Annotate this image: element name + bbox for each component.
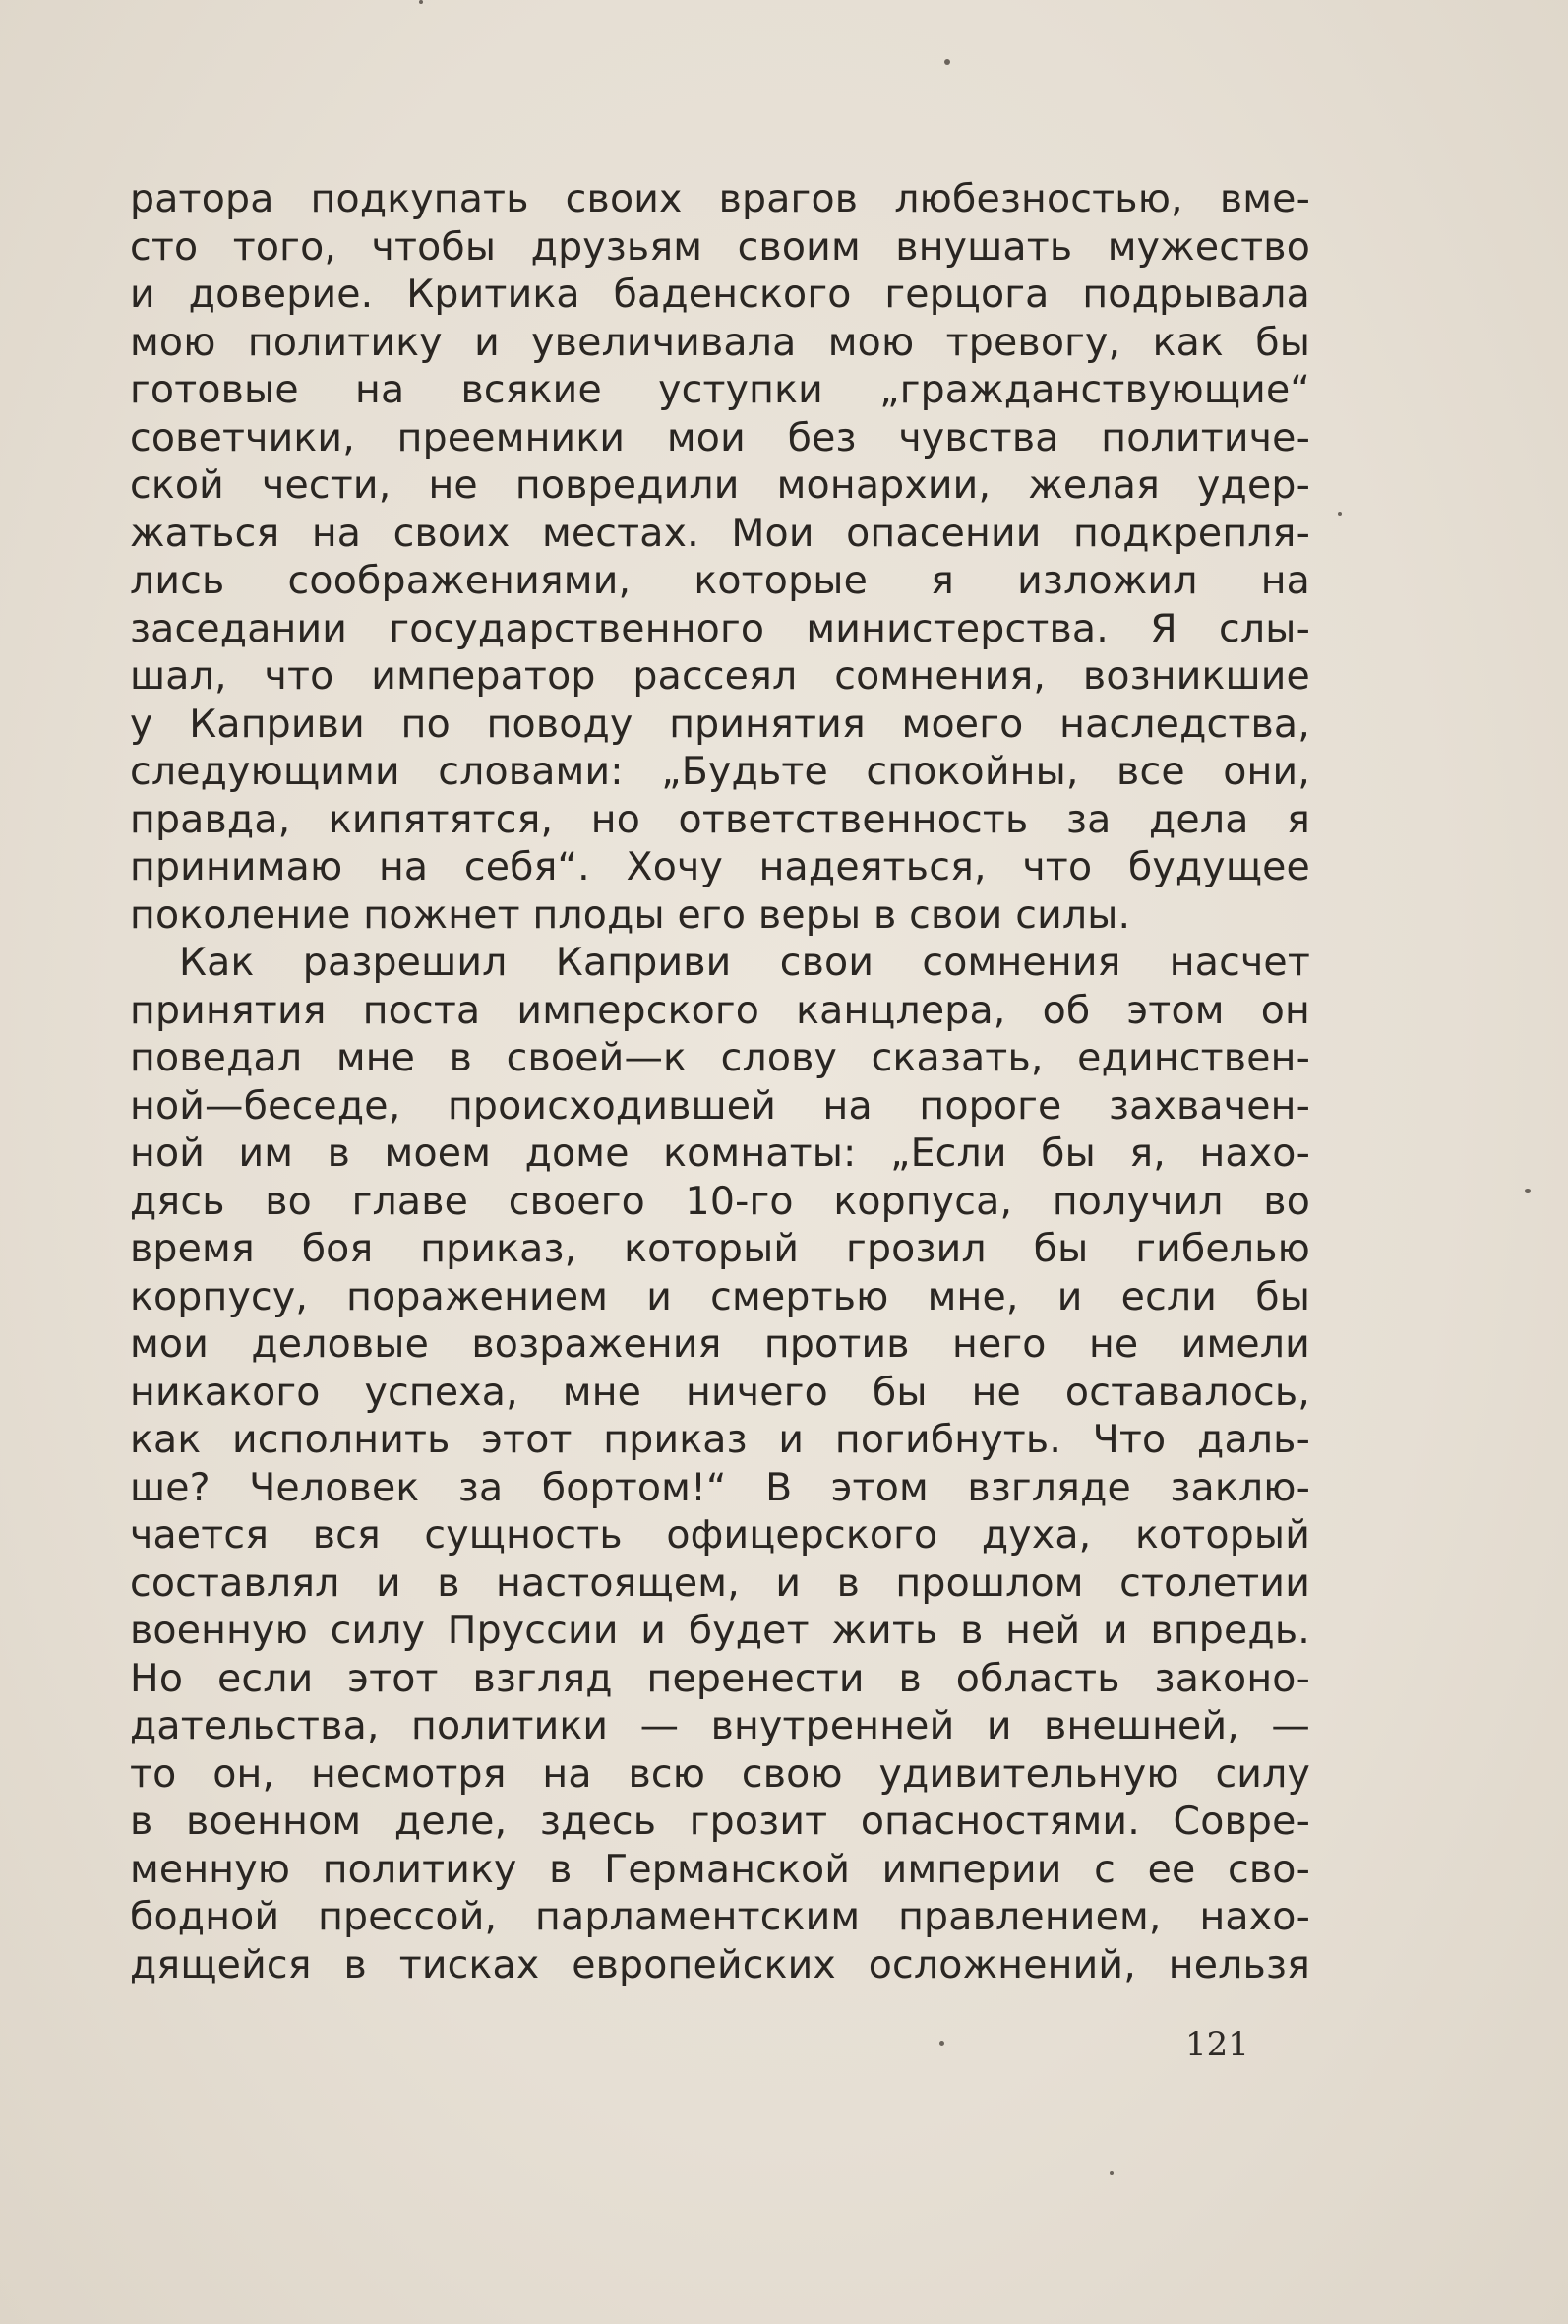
text-line: мои деловые возражения против него не имели xyxy=(130,1321,1310,1367)
text-line: дясь во главе своего 10-го корпуса, получил во xyxy=(130,1178,1310,1224)
paragraph xyxy=(130,939,1310,1988)
text-line: как исполнить этот приказ и погибнуть. Что даль- xyxy=(130,1417,1310,1462)
paragraph xyxy=(130,175,1310,939)
print-speck xyxy=(1338,512,1342,516)
text-line: мою политику и увеличивала мою тревогу, как бы xyxy=(130,319,1310,365)
page-number: 121 xyxy=(1185,2025,1249,2064)
text-line: то он, несмотря на всю свою удивительную силу xyxy=(130,1750,1310,1797)
print-speck xyxy=(1110,2171,1114,2175)
text-line: поколение пожнет плоды его веры в свои силы. xyxy=(130,891,1131,938)
text-line: в военном деле, здесь грозит опасностями. Совре- xyxy=(130,1799,1310,1844)
text-line: принятия поста имперского канцлера, об этом он xyxy=(130,987,1310,1033)
text-line: дящейся в тисках европейских осложнений, нельзя xyxy=(130,1941,1310,1988)
text-line: дательства, политики — внутренней и внешней, — xyxy=(130,1703,1310,1748)
text-line: ской чести, не повредили монархии, желая удер- xyxy=(130,462,1310,508)
text-line: военную силу Пруссии и будет жить в ней и впредь. xyxy=(130,1608,1310,1653)
text-line: принимаю на себя“. Хочу надеяться, что будущее xyxy=(130,844,1310,889)
print-speck xyxy=(939,2041,944,2046)
print-speck xyxy=(944,59,950,65)
text-line: и доверие. Критика баденского герцога подрывала xyxy=(130,272,1310,317)
text-line: ной им в моем доме комнаты: „Если бы я, нахо- xyxy=(130,1131,1310,1176)
text-line: поведал мне в своей—к слову сказать, единствен- xyxy=(130,1035,1310,1080)
text-line: следующими словами: „Будьте спокойны, все они, xyxy=(130,749,1310,794)
text-line: сто того, чтобы друзьям своим внушать мужество xyxy=(130,223,1310,270)
text-line: ратора подкупать своих врагов любезностью, вме- xyxy=(130,176,1310,221)
text-line: жаться на своих местах. Мои опасении подкрепля- xyxy=(130,510,1310,556)
text-line: правда, кипятятся, но ответственность за дела я xyxy=(130,796,1310,842)
text-line: чается вся сущность офицерского духа, который xyxy=(130,1512,1310,1558)
body-text xyxy=(130,175,1310,1988)
text-line: советчики, преемники мои без чувства политиче- xyxy=(130,414,1310,460)
text-line: Как разрешил Каприви свои сомнения насчет xyxy=(179,940,1310,985)
print-speck xyxy=(419,0,423,4)
text-line: шал, что император рассеял сомнения, возникшие xyxy=(130,653,1310,699)
text-line: менную политику в Германской империи с ее сво- xyxy=(130,1846,1310,1892)
text-line: корпусу, поражением и смертью мне, и если бы xyxy=(130,1273,1310,1319)
text-line: ше? Человек за бортом!“ В этом взгляде заклю- xyxy=(130,1464,1310,1510)
text-line: время боя приказ, который грозил бы гибелью xyxy=(130,1226,1310,1271)
text-line: лись соображениями, которые я изложил на xyxy=(130,558,1310,603)
paragraphs xyxy=(130,175,1310,1988)
text-line: Но если этот взгляд перенести в область законо- xyxy=(130,1655,1310,1701)
text-line: бодной прессой, парламентским правлением, нахо- xyxy=(130,1894,1310,1939)
print-speck xyxy=(1525,1189,1531,1193)
text-line: у Каприви по поводу принятия моего наследства, xyxy=(130,701,1310,747)
text-line: ной—беседе, происходившей на пороге захвачен- xyxy=(130,1082,1310,1129)
text-line: заседании государственного министерства. Я слы- xyxy=(130,605,1310,651)
text-line: составлял и в настоящем, и в прошлом столетии xyxy=(130,1560,1310,1606)
text-line: никакого успеха, мне ничего бы не оставалось, xyxy=(130,1369,1310,1415)
text-line: готовые на всякие уступки „гражданствующие“ xyxy=(130,367,1310,412)
